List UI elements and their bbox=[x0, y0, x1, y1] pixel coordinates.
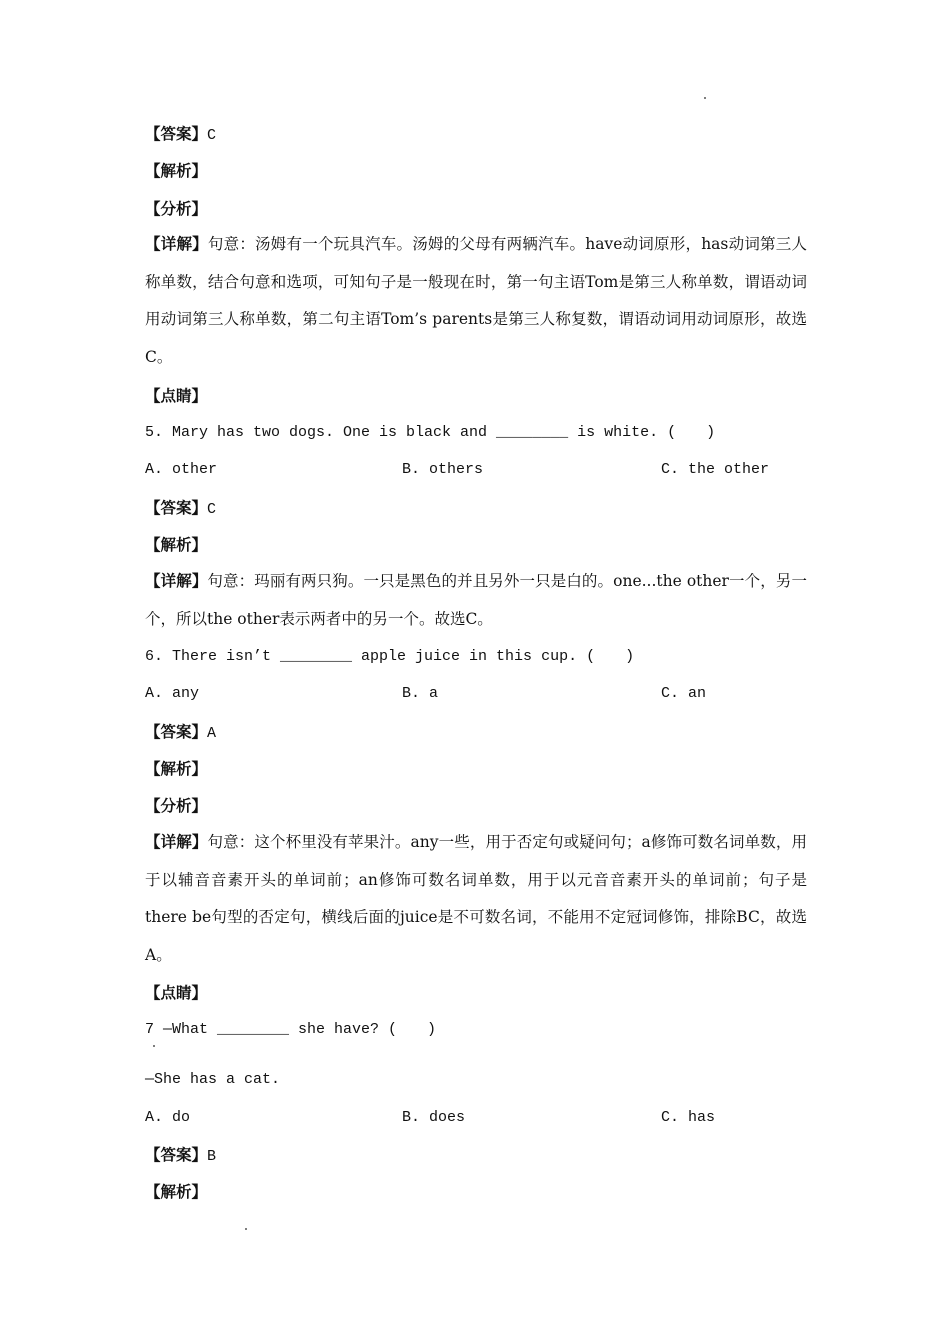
q5-option-a: A. other bbox=[145, 461, 218, 478]
answer-tag: 【答案】 bbox=[145, 723, 208, 741]
detail-text: 句意：玛丽有两只狗。一只是黑色的并且另外一只是白的。one...the other一个，另一个，所以the other表示两者中的另一个。故选C。 bbox=[145, 572, 807, 628]
q5-option-b: B. others bbox=[402, 461, 484, 478]
q6-fenxi-tag: 【分析】 bbox=[145, 797, 208, 815]
q6-analysis-tag: 【解析】 bbox=[145, 760, 208, 778]
q5-option-c: C. the other bbox=[661, 461, 770, 478]
answer-value: C bbox=[207, 127, 217, 144]
q6-dianjing-tag: 【点睛】 bbox=[145, 984, 208, 1002]
q4-dianjing-tag: 【点睛】 bbox=[145, 387, 208, 405]
detail-tag: 【详解】 bbox=[145, 235, 208, 253]
q6-option-b: B. a bbox=[402, 685, 439, 702]
q6-option-a: A. any bbox=[145, 685, 200, 702]
q5-stem: 5. Mary has two dogs. One is black and ________ is white. ( ) bbox=[145, 424, 716, 441]
detail-text: 句意：这个杯里没有苹果汁。any一些，用于否定句或疑问句；a修饰可数名词单数，用于以辅音音素开头的单词前；an修饰可数名词单数，用于以元音音素开头的单词前；句子是there be句型的否定句，横线后面的juice是不可数名词，不能用不定冠词修饰，排除BC，故选A。 bbox=[145, 833, 807, 964]
q6-answer bbox=[145, 721, 216, 745]
detail-tag: 【详解】 bbox=[145, 572, 208, 590]
q4-answer bbox=[145, 123, 216, 147]
q7-stem-line2: —She has a cat. bbox=[145, 1071, 281, 1088]
answer-tag: 【答案】 bbox=[145, 125, 208, 143]
q4-detail bbox=[145, 226, 807, 376]
q7-option-b: B. does bbox=[402, 1109, 466, 1126]
answer-tag: 【答案】 bbox=[145, 1146, 208, 1164]
q7-answer bbox=[145, 1144, 216, 1168]
q7-option-c: C. has bbox=[661, 1109, 716, 1126]
q6-option-c: C. an bbox=[661, 685, 707, 702]
q7-option-a: A. do bbox=[145, 1109, 191, 1126]
stray-dot-top bbox=[704, 97, 706, 99]
detail-text: 句意：汤姆有一个玩具汽车。汤姆的父母有两辆汽车。have动词原形，has动词第三人称单数，结合句意和选项，可知句子是一般现在时，第一句主语Tom是第三人称单数，谓语动词用动词第三人称单数，第二句主语Tom’s parents是第三人称复数，谓语动词用动词原形，故选C。 bbox=[145, 235, 807, 366]
q4-fenxi-tag: 【分析】 bbox=[145, 200, 208, 218]
answer-value: A bbox=[207, 725, 217, 742]
q5-detail bbox=[145, 563, 807, 638]
answer-value: C bbox=[207, 501, 217, 518]
q4-analysis-tag: 【解析】 bbox=[145, 162, 208, 180]
q6-stem: 6. There isn’t ________ apple juice in this cup. ( ) bbox=[145, 648, 635, 665]
detail-tag: 【详解】 bbox=[145, 833, 208, 851]
q5-analysis-tag: 【解析】 bbox=[145, 536, 208, 554]
q7-stem-line1: 7 —What ________ she have? ( ) bbox=[145, 1021, 437, 1038]
answer-value: B bbox=[207, 1148, 217, 1165]
q6-detail bbox=[145, 824, 807, 974]
answer-tag: 【答案】 bbox=[145, 499, 208, 517]
q5-answer bbox=[145, 497, 216, 521]
q7-analysis-tag: 【解析】 bbox=[145, 1183, 208, 1201]
stray-dot-bottom bbox=[245, 1228, 247, 1230]
stray-dot-q7 bbox=[153, 1045, 155, 1047]
